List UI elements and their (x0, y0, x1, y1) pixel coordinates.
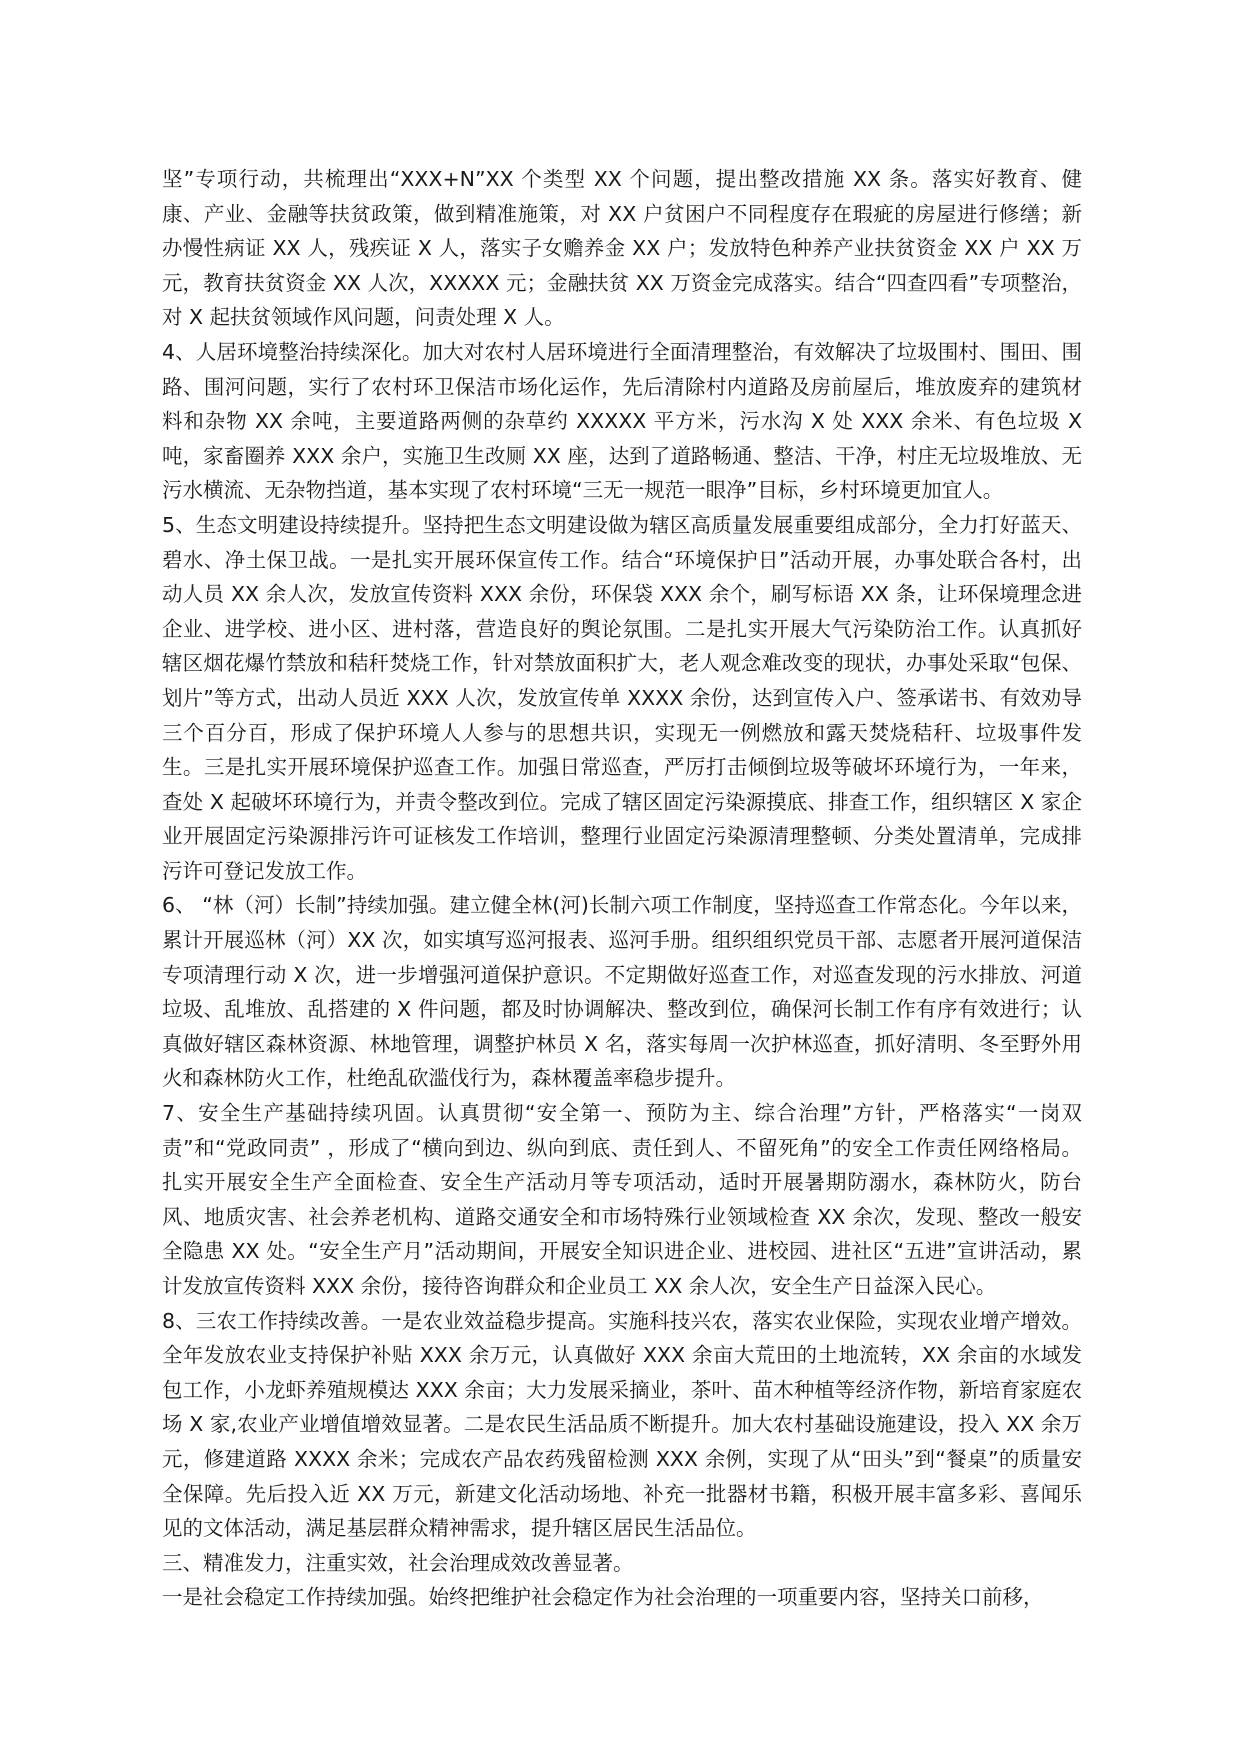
paragraph-work-safety: 7、安全生产基础持续巩固。认真贯彻“安全第一、预防为主、综合治理”方针，严格落实“一岗双责”和“党政同责” ，形成了“横向到边、纵向到底、责任到人、不留死角”的安全工作责任网络格局。扎实开展安全生产全面检查、安全生产活动月等专项活动，适时开展暑期防溺水，森林防火，防台风、地质灾害、社会养老机构、道路交通安全和市场特殊行业领域检查 XX 余次，发现、整改一般安全隐患 XX 处。“安全生产月”活动期间，开展安全知识进企业、进校园、进社区“五进”宣讲活动，累计发放宣传资料 XXX 余份，接待咨询群众和企业员工 XX 余人次，安全生产日益深入民心。 (162, 1101, 1082, 1298)
paragraph-ecological-civilization: 5、生态文明建设持续提升。坚持把生态文明建设做为辖区高质量发展重要组成部分，全力打好蓝天、碧水、净土保卫战。一是扎实开展环保宣传工作。结合“环境保护日”活动开展，办事处联合各村，出动人员 XX 余人次，发放宣传资料 XXX 余份，环保袋 XXX 余个，刷写标语 XX 条，让环保境理念进企业、进学校、进小区、进村落，营造良好的舆论氛围。二是扎实开展大气污染防治工作。认真抓好辖区烟花爆竹禁放和秸秆焚烧工作，针对禁放面积扩大，老人观念难改变的现状，办事处采取“包保、划片”等方式，出动人员近 XXX 人次，发放宣传单 XXXX 余份，达到宣传入户、签承诺书、有效劝导三个百分百，形成了保护环境人人参与的思想共识，实现无一例燃放和露天焚烧秸秆、垃圾事件发生。三是扎实开展环境保护巡查工作。加强日常巡查，严厉打击倾倒垃圾等破坏环境行为，一年来，查处 X 起破坏环境行为，并责令整改到位。完成了辖区固定污染源摸底、排查工作，组织辖区 X 家企业开展固定污染源排污许可证核发工作培训，整理行业固定污染源清理整顿、分类处置清单，完成排污许可登记发放工作。 (162, 512, 1082, 883)
paragraph-poverty-alleviation: 坚”专项行动，共梳理出“XXX+N”XX 个类型 XX 个问题，提出整改措施 XX 条。落实好教育、健康、产业、金融等扶贫政策，做到精准施策，对 XX 户贫困户不同程度存在瑕疵的房屋进行修缮；新办慢性病证 XX 人，残疾证 X 人，落实子女赡养金 XX 户；发放特色种养产业扶贫资金 XX 户 XX 万元，教育扶贫资金 XX 人次，XXXXX 元；金融扶贫 XX 万资金完成落实。结合“四查四看”专项整治，对 X 起扶贫领域作风问题，问责处理 X 人。 (162, 167, 1082, 330)
paragraph-agriculture: 8、三农工作持续改善。一是农业效益稳步提高。实施科技兴农，落实农业保险，实现农业增产增效。全年发放农业支持保护补贴 XXX 余万元，认真做好 XXX 余亩大荒田的土地流转，XX 余亩的水域发包工作，小龙虾养殖规模达 XXX 余亩；大力发展采摘业，茶叶、苗木种植等经济作物，新培育家庭农场 X 家,农业产业增值增效显著。二是农民生活品质不断提升。加大农村基础设施建设，投入 XX 余万元，修建道路 XXXX 余米；完成农产品农药残留检测 XXX 余例，实现了从“田头”到“餐桌”的质量安全保障。先后投入近 XX 万元，新建文化活动场地、补充一批器材书籍，积极开展丰富多彩、喜闻乐见的文体活动，满足基层群众精神需求，提升辖区居民生活品位。 (162, 1308, 1082, 1541)
section-heading-social-governance: 三、精准发力，注重实效，社会治理成效改善显著。 (162, 1550, 634, 1575)
paragraph-forest-river-chief: 6、 “林（河）长制”持续加强。建立健全林(河)长制六项工作制度，坚持巡查工作常态化。今年以来，累计开展巡林（河）XX 次，如实填写巡河报表、巡河手册。组织组织党员干部、志愿者开展河道保洁专项清理行动 X 次，进一步增强河道保护意识。不定期做好巡查工作，对巡查发现的污水排放、河道垃圾、乱堆放、乱搭建的 X 件问题，都及时协调解决、整改到位，确保河长制工作有序有效进行；认真做好辖区森林资源、林地管理，调整护林员 X 名，落实每周一次护林巡查，抓好清明、冬至野外用火和森林防火工作，杜绝乱砍滥伐行为，森林覆盖率稳步提升。 (162, 893, 1082, 1091)
document-page (162, 162, 1082, 1615)
paragraph-social-stability: 一是社会稳定工作持续加强。始终把维护社会稳定作为社会治理的一项重要内容，坚持关口前移， (162, 1585, 1044, 1610)
paragraph-living-environment: 4、人居环境整治持续深化。加大对农村人居环境进行全面清理整治，有效解决了垃圾围村、围田、围路、围河问题，实行了农村环卫保洁市场化运作，先后清除村内道路及房前屋后，堆放废弃的建筑材料和杂物 XX 余吨，主要道路两侧的杂草约 XXXXX 平方米，污水沟 X 处 XXX 余米、有色垃圾 X 吨，家畜圈养 XXX 余户，实施卫生改厕 XX 座，达到了道路畅通、整洁、干净，村庄无垃圾堆放、无污水横流、无杂物挡道，基本实现了农村环境“三无一规范一眼净”目标，乡村环境更加宜人。 (162, 339, 1082, 503)
